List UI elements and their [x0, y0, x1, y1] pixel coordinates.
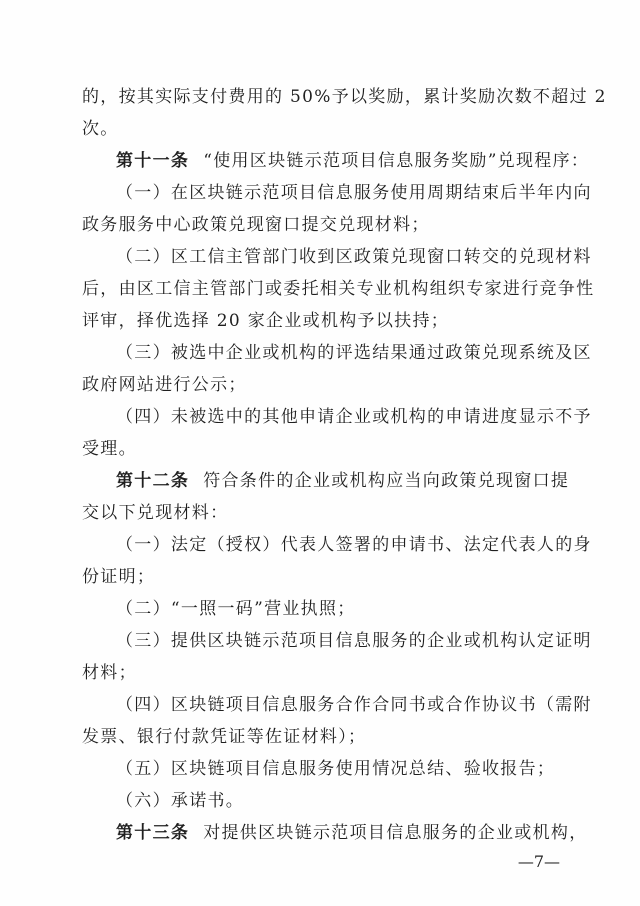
list-item: （一）法定（授权）代表人签署的申请书、法定代表人的身 [116, 535, 592, 555]
body-line: 的，按其实际支付费用的 50%予以奖励，累计奖励次数不超过 2 [82, 87, 607, 107]
article-12 [116, 470, 570, 492]
body-line: 受理。 [82, 439, 137, 459]
list-item: （二）“一照一码”营业执照； [116, 599, 356, 619]
article-11 [116, 150, 590, 172]
body-line: 政务服务中心政策兑现窗口提交兑现材料； [82, 215, 430, 235]
list-item: （三）提供区块链示范项目信息服务的企业或机构认定证明 [116, 631, 592, 651]
list-item: （五）区块链项目信息服务使用情况总结、验收报告； [116, 759, 556, 779]
body-line: 份证明； [82, 567, 156, 587]
body-line: 材料； [82, 663, 137, 683]
list-item: （一）在区块链示范项目信息服务使用周期结束后半年内向 [116, 183, 592, 203]
body-line: 发票、银行付款凭证等佐证材料）； [82, 727, 367, 747]
article-heading: 第十三条 [116, 823, 190, 843]
article-text: “使用区块链示范项目信息服务奖励”兑现程序： [203, 151, 590, 171]
article-text: 对提供区块链示范项目信息服务的企业或机构， [203, 823, 588, 843]
body-line: 后，由区工信主管部门或委托相关专业机构组织专家进行竞争性 [82, 279, 595, 299]
article-heading: 第十一条 [116, 151, 190, 171]
body-line: 交以下兑现材料： [82, 503, 229, 523]
list-item: （二）区工信主管部门收到区政策兑现窗口转交的兑现材料 [116, 247, 592, 267]
list-item: （四）未被选中的其他申请企业或机构的申请进度显示不予 [116, 407, 592, 427]
list-item: （四）区块链项目信息服务合作合同书或合作协议书（需附 [116, 695, 592, 715]
page-number: —7— [517, 852, 560, 871]
article-13 [116, 822, 588, 844]
list-item: （三）被选中企业或机构的评选结果通过政策兑现系统及区 [116, 343, 592, 363]
body-line: 评审，择优选择 20 家企业或机构予以扶持； [82, 311, 450, 331]
article-heading: 第十二条 [116, 471, 190, 491]
article-text: 符合条件的企业或机构应当向政策兑现窗口提 [203, 471, 570, 491]
body-line: 政府网站进行公示； [82, 375, 247, 395]
body-line: 次。 [82, 119, 119, 139]
list-item: （六）承诺书。 [116, 791, 245, 811]
